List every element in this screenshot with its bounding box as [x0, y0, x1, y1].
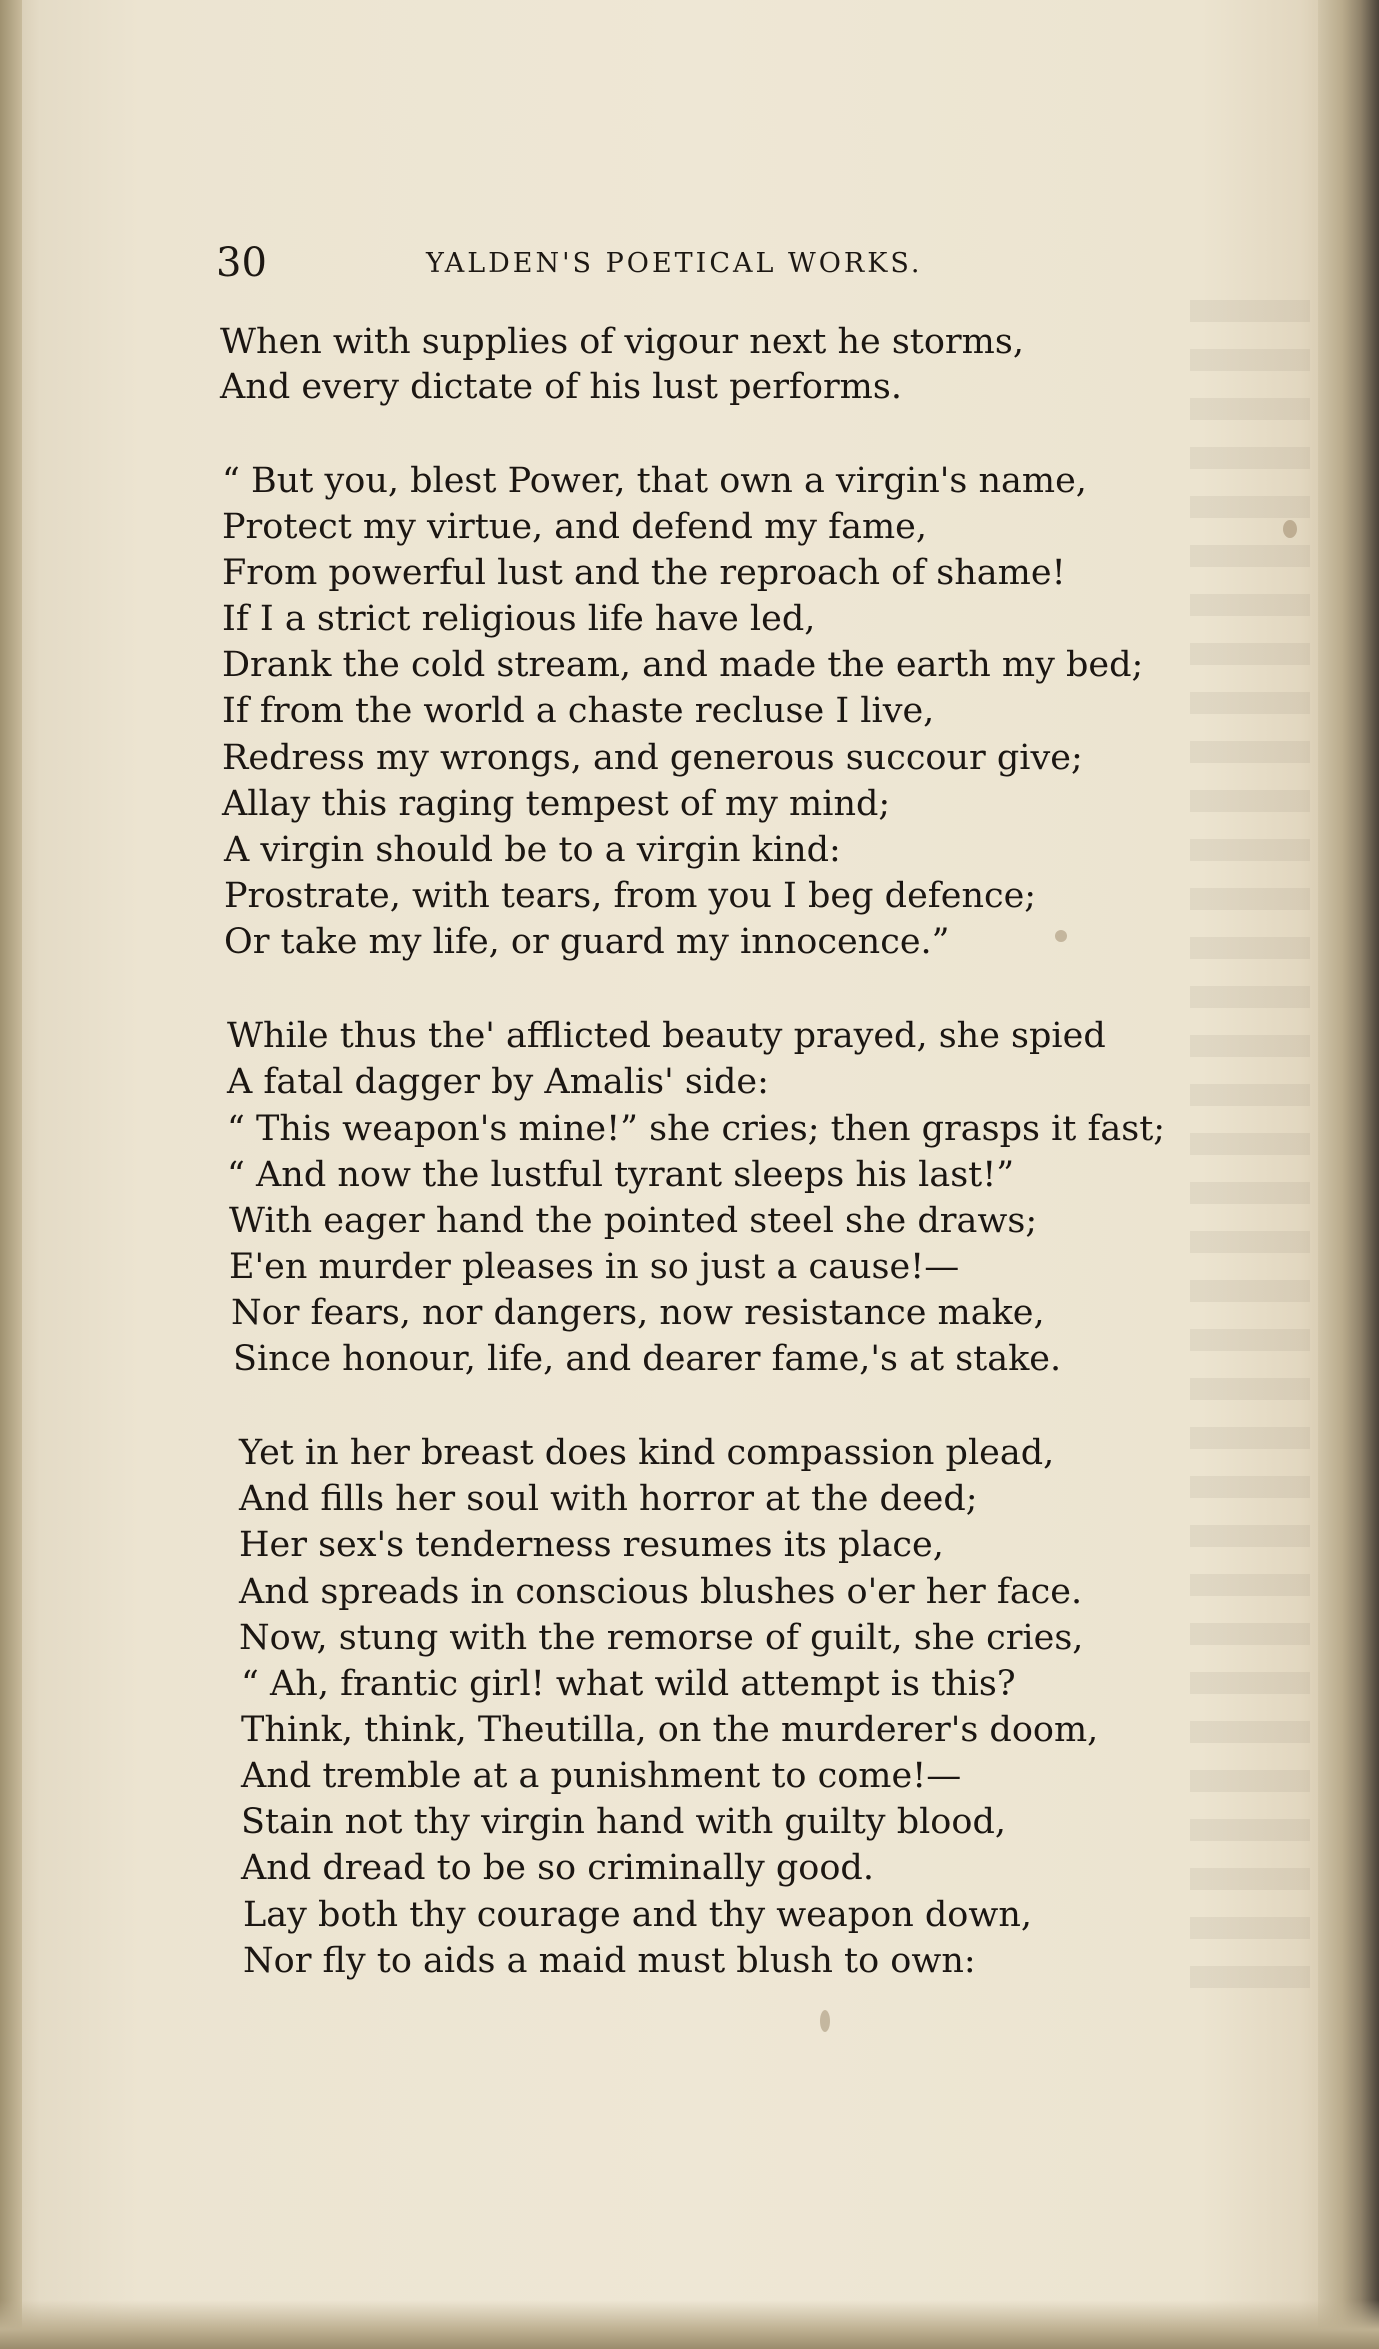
poem-line: And fills her soul with horror at the deed;	[239, 1479, 978, 1519]
poem-line: If from the world a chaste recluse I live,	[222, 691, 935, 731]
poem-line: Nor fly to aids a maid must blush to own:	[243, 1941, 976, 1981]
poem-line: Allay this raging tempest of my mind;	[222, 784, 891, 824]
poem-line: Lay both thy courage and thy weapon down,	[243, 1895, 1033, 1935]
poem-line: “ But you, blest Power, that own a virgin's name,	[222, 461, 1087, 501]
poem-line: Her sex's tenderness resumes its place,	[239, 1525, 944, 1565]
page-number: 30	[216, 240, 267, 286]
poem-line: “ This weapon's mine!” she cries; then grasps it fast;	[227, 1109, 1166, 1149]
poem-line: Now, stung with the remorse of guilt, she cries,	[239, 1618, 1084, 1658]
poem-line: Protect my virtue, and defend my fame,	[222, 507, 928, 547]
poem-line: Think, think, Theutilla, on the murderer's doom,	[241, 1710, 1099, 1750]
poem-line: Prostrate, with tears, from you I beg defence;	[224, 876, 1037, 916]
poem-line: And spreads in conscious blushes o'er her face.	[239, 1572, 1083, 1612]
poem-line: A virgin should be to a virgin kind:	[224, 830, 841, 870]
poem-line: “ And now the lustful tyrant sleeps his last!”	[227, 1155, 1015, 1195]
poem-line: Nor fears, nor dangers, now resistance make,	[231, 1293, 1045, 1333]
poem-line: Or take my life, or guard my innocence.”	[224, 922, 950, 962]
poem-line: While thus the' afflicted beauty prayed, she spied	[227, 1016, 1106, 1056]
poem-line: And every dictate of his lust performs.	[220, 367, 902, 407]
running-head: YALDEN'S POETICAL WORKS.	[426, 248, 923, 279]
poem-line: And tremble at a punishment to come!—	[241, 1756, 962, 1796]
poem-line: A fatal dagger by Amalis' side:	[227, 1062, 769, 1102]
poem-line: “ Ah, frantic girl! what wild attempt is this?	[241, 1664, 1016, 1704]
poem-line: E'en murder pleases in so just a cause!—	[229, 1247, 960, 1287]
poem-line: Stain not thy virgin hand with guilty blood,	[241, 1802, 1006, 1842]
poem-line: Drank the cold stream, and made the earth my bed;	[222, 645, 1144, 685]
poem-line: If I a strict religious life have led,	[222, 599, 816, 639]
poem-line: When with supplies of vigour next he storms,	[220, 322, 1024, 362]
poem-line: With eager hand the pointed steel she draws;	[229, 1201, 1038, 1241]
poem-line: Redress my wrongs, and generous succour give;	[222, 738, 1083, 778]
poem-line: From powerful lust and the reproach of shame!	[222, 553, 1066, 593]
poem-line: Yet in her breast does kind compassion plead,	[239, 1433, 1055, 1473]
poem-line: And dread to be so criminally good.	[241, 1848, 874, 1888]
poem-line: Since honour, life, and dearer fame,'s at stake.	[233, 1339, 1062, 1379]
